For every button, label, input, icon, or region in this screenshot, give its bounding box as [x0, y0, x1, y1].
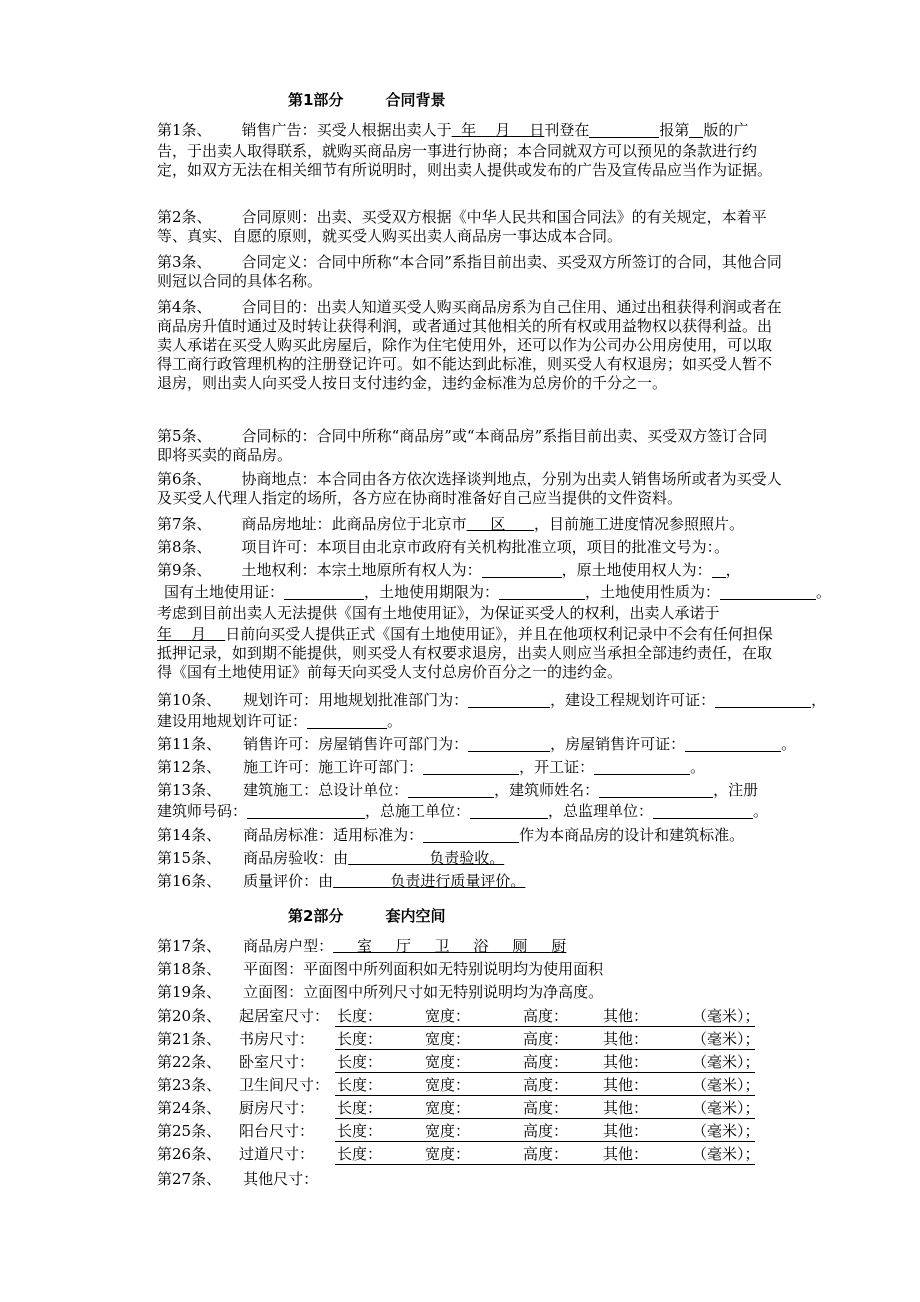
article-number: 第14条、 [157, 826, 222, 844]
article-label: 合同目的： [241, 298, 317, 316]
dimension-width: 宽度： [425, 1145, 471, 1163]
article-text: 本宗土地原所有权人为： [316, 561, 482, 579]
dimension-length: 长度： [337, 1145, 383, 1163]
construction-dept-blank [423, 759, 519, 775]
dimension-length: 长度： [337, 1122, 383, 1140]
article-text: 。 [781, 735, 797, 753]
newspaper-blank [589, 122, 659, 138]
part2-title: 套内空间 [385, 907, 446, 925]
article-label: 施工许可： [243, 758, 319, 776]
part2-heading [288, 905, 445, 926]
article-label: 过道尺寸： [239, 1145, 315, 1163]
article-text: 版的广 [703, 121, 749, 139]
dimension-row [157, 1144, 760, 1165]
room-text: 卫 [434, 937, 450, 955]
dimension-fields [335, 1029, 760, 1050]
article-text: ，目前施工进度情况参照照片。 [534, 515, 745, 533]
article-text: 日前向买受人提供正式《国有土地使用证》，并且在他项权利记录中不会有任何担保抵押记录，如到期不能提供，则买受人有权要求退房，出卖人则应当承担全部违约责任，在取得《国有土地使用证》前每天向买受人支付总房价百分之一的违约金。 [157, 625, 773, 681]
article-number: 第4条、 [157, 298, 212, 316]
dimension-height: 高度： [523, 1099, 569, 1117]
article-8 [157, 538, 729, 557]
room-text: 厨 [551, 937, 567, 955]
dimension-row [157, 1098, 760, 1119]
part1-heading [288, 89, 445, 110]
article-11 [157, 735, 796, 754]
article-17 [157, 937, 566, 956]
article-text: 合同中所称“本合同”系指目前出卖、买受双方所签订的合同，其他合同则冠以合同的具体名称。 [157, 253, 782, 290]
dimension-width: 宽度： [425, 1007, 471, 1025]
article-label: 合同原则： [241, 208, 317, 226]
article-number: 第2条、 [157, 208, 212, 226]
design-unit-blank [408, 782, 494, 798]
acceptance-blank [348, 849, 504, 867]
article-10-line-1 [157, 691, 826, 710]
article-text: 用地规划批准部门为： [318, 691, 469, 709]
dimension-row [157, 1075, 760, 1096]
article-9-line-1 [157, 561, 741, 580]
article-label: 卫生间尺寸： [239, 1076, 330, 1094]
article-text: 平面图中所列面积如无特别说明均为使用面积 [303, 960, 604, 978]
year-text: 年 [461, 121, 477, 139]
article-number: 第6条、 [157, 470, 212, 488]
article-1-line-1 [157, 121, 748, 140]
article-text: 由 [333, 849, 349, 867]
original-owner-blank [482, 562, 562, 578]
article-label: 卧室尺寸： [239, 1053, 315, 1071]
dimension-unit: （毫米）； [692, 1099, 760, 1117]
article-label: 商品房地址： [241, 515, 332, 533]
article-text: 此商品房位于北京市 [331, 515, 467, 533]
contractor-blank [470, 803, 548, 819]
dimension-other: 其他： [603, 1145, 649, 1163]
article-text: 国有土地使用证： [164, 583, 285, 601]
article-27 [157, 1170, 318, 1189]
article-3 [157, 253, 782, 291]
article-number: 第23条、 [157, 1076, 222, 1094]
dimension-height: 高度： [523, 1076, 569, 1094]
quality-blank [333, 872, 525, 890]
article-text: 负责进行质量评价。 [390, 872, 526, 890]
article-text: 报第 [659, 121, 690, 139]
land-term-blank [499, 584, 585, 600]
date-blank [452, 121, 545, 139]
dimension-length: 长度： [337, 1099, 383, 1117]
article-label: 质量评价： [243, 872, 319, 890]
article-text: ，建筑师姓名： [494, 781, 600, 799]
article-number: 第25条、 [157, 1122, 222, 1140]
article-label: 项目许可： [241, 538, 317, 556]
sales-dept-blank [468, 736, 550, 752]
article-1-cont: 告，于出卖人取得联系，就购买商品房一事进行协商；本合同就双方可以预见的条款进行约定，如双方无法在相关细节有所说明时，则出卖人提供或发布的广告及宣传品应当作为证据。 [157, 142, 773, 179]
article-number: 第17条、 [157, 937, 222, 955]
article-number: 第12条、 [157, 758, 222, 776]
article-number: 第24条、 [157, 1099, 222, 1117]
dimension-other: 其他： [603, 1076, 649, 1094]
article-text: ，建设工程规划许可证： [550, 691, 716, 709]
article-13-line-2 [157, 802, 768, 821]
article-text: 。 [816, 583, 832, 601]
article-number: 第3条、 [157, 253, 212, 271]
dimension-height: 高度： [523, 1145, 569, 1163]
article-text: 本合同由各方依次选择谈判地点，分别为出卖人销售场所或者为买受人及买受人代理人指定的场所，各方应在协商时准备好自己应当提供的文件资料。 [157, 470, 782, 507]
room-type-blank [333, 937, 566, 955]
article-number: 第22条、 [157, 1053, 222, 1071]
planning-dept-blank [468, 692, 550, 708]
dimension-other: 其他： [603, 1030, 649, 1048]
article-label: 土地权利： [241, 561, 317, 579]
article-label: 销售广告： [241, 121, 317, 139]
article-number: 第11条、 [157, 735, 222, 753]
dimension-row [157, 1052, 760, 1073]
article-19 [157, 983, 603, 1002]
dimension-width: 宽度： [425, 1099, 471, 1117]
dimension-row [157, 1006, 760, 1027]
month-text: 月 [495, 121, 511, 139]
room-text: 室 [356, 937, 372, 955]
article-13-line-1 [157, 781, 758, 800]
article-text: 立面图中所列尺寸如无特别说明均为净高度。 [303, 983, 604, 1001]
article-number: 第18条、 [157, 960, 222, 978]
article-number: 第15条、 [157, 849, 222, 867]
dimension-unit: （毫米）； [692, 1007, 760, 1025]
dimension-height: 高度： [523, 1122, 569, 1140]
dimension-length: 长度： [337, 1076, 383, 1094]
architect-name-blank [599, 782, 713, 798]
dimension-width: 宽度： [425, 1053, 471, 1071]
part1-title: 合同背景 [385, 91, 446, 109]
room-text: 厕 [512, 937, 528, 955]
dimension-fields [335, 1098, 760, 1119]
start-cert-blank [594, 759, 690, 775]
dimension-unit: （毫米）； [692, 1076, 760, 1094]
article-label: 立面图： [243, 983, 304, 1001]
article-label: 阳台尺寸： [239, 1122, 315, 1140]
article-9-line-2 [164, 583, 831, 602]
article-6 [157, 470, 782, 508]
article-text: 负责验收。 [429, 849, 505, 867]
land-use-blank [720, 584, 816, 600]
article-text: ，原土地使用权人为： [561, 561, 712, 579]
district-blank [467, 515, 534, 533]
article-text: 施工许可部门： [318, 758, 424, 776]
article-text: ，开工证： [519, 758, 595, 776]
building-permit-blank [715, 692, 811, 708]
dimension-height: 高度： [523, 1007, 569, 1025]
article-label: 平面图： [243, 960, 304, 978]
article-16 [157, 872, 525, 891]
article-number: 第20条、 [157, 1007, 222, 1025]
dimension-unit: （毫米）； [692, 1122, 760, 1140]
article-text: 建筑师号码： [157, 802, 248, 820]
standard-blank [423, 827, 519, 843]
article-number: 第9条、 [157, 561, 212, 579]
article-number: 第27条、 [157, 1170, 222, 1188]
article-text: ，房屋销售许可证： [550, 735, 686, 753]
article-text: 房屋销售许可部门为： [318, 735, 469, 753]
article-label: 建筑施工： [243, 781, 319, 799]
dimension-width: 宽度： [425, 1122, 471, 1140]
dimension-unit: （毫米）； [692, 1053, 760, 1071]
article-text: ，总施工单位： [365, 802, 471, 820]
article-label: 其他尺寸： [243, 1170, 319, 1188]
article-label: 商品房标准： [243, 826, 334, 844]
land-cert-blank [284, 584, 364, 600]
dimension-fields [335, 1075, 760, 1096]
dimension-other: 其他： [603, 1122, 649, 1140]
article-text: ， [725, 561, 741, 579]
article-text: ，土地使用期限为： [364, 583, 500, 601]
article-number: 第5条、 [157, 427, 212, 445]
article-number: 第13条、 [157, 781, 222, 799]
article-number: 第8条、 [157, 538, 212, 556]
article-text: 总设计单位： [318, 781, 409, 799]
article-number: 第1条、 [157, 121, 212, 139]
article-number: 第26条、 [157, 1145, 222, 1163]
year-text: 年 [157, 625, 173, 643]
article-2 [157, 208, 782, 246]
article-text: 。 [753, 802, 769, 820]
article-5 [157, 427, 782, 465]
article-label: 合同标的： [241, 427, 317, 445]
dimension-other: 其他： [603, 1053, 649, 1071]
dimension-fields [335, 1144, 760, 1165]
sales-permit-blank [685, 736, 781, 752]
part2-number: 第2部分 [288, 907, 344, 925]
article-9-line-3: 考虑到目前出卖人无法提供《国有土地使用证》，为保证买受人的权利，出卖人承诺于 [157, 604, 720, 622]
dimension-fields [335, 1052, 760, 1073]
dimension-width: 宽度： [425, 1076, 471, 1094]
day-text: 日 [529, 121, 545, 139]
article-text: 适用标准为： [333, 826, 424, 844]
dimension-length: 长度： [337, 1007, 383, 1025]
article-label: 起居室尺寸： [239, 1007, 330, 1025]
dimension-other: 其他： [603, 1007, 649, 1025]
article-text: 建设用地规划许可证： [157, 712, 308, 730]
dimension-unit: （毫米）； [692, 1030, 760, 1048]
article-number: 第7条、 [157, 515, 212, 533]
dimension-other: 其他： [603, 1099, 649, 1117]
dimension-height: 高度： [523, 1030, 569, 1048]
original-user-blank [712, 562, 726, 578]
article-15 [157, 849, 504, 868]
article-label: 合同定义： [241, 253, 317, 271]
article-number: 第21条、 [157, 1030, 222, 1048]
article-label: 销售许可： [243, 735, 319, 753]
part1-number: 第1部分 [288, 91, 344, 109]
dimension-fields [335, 1121, 760, 1142]
article-text: 。 [387, 712, 403, 730]
article-12 [157, 758, 705, 777]
article-text: ，注册 [713, 781, 759, 799]
article-text: 本项目由北京市政府有关机构批准立项，项目的批准文号为：。 [316, 538, 730, 556]
article-text: 合同中所称“商品房”或“本商品房”系指目前出卖、买受双方签订合同即将买卖的商品房。 [157, 427, 768, 464]
article-label: 商品房验收： [243, 849, 334, 867]
article-label: 协商地点： [241, 470, 317, 488]
article-text: ， [811, 691, 827, 709]
article-text: 。 [690, 758, 706, 776]
article-10-line-2 [157, 712, 402, 731]
article-label: 厨房尺寸： [239, 1099, 315, 1117]
district-text: 区 [490, 515, 506, 533]
article-text: ，总监理单位： [548, 802, 654, 820]
article-9-line-4 [157, 625, 782, 682]
article-18 [157, 960, 603, 979]
dimension-length: 长度： [337, 1053, 383, 1071]
article-text: 作为本商品房的设计和建筑标准。 [519, 826, 745, 844]
supervisor-blank [653, 803, 753, 819]
article-text: ，土地使用性质为： [585, 583, 721, 601]
dimension-unit: （毫米）； [692, 1145, 760, 1163]
article-text: 刊登在 [544, 121, 590, 139]
room-text: 浴 [473, 937, 489, 955]
dimension-height: 高度： [523, 1053, 569, 1071]
article-4 [157, 298, 782, 393]
dimension-length: 长度： [337, 1030, 383, 1048]
article-number: 第10条、 [157, 691, 222, 709]
article-text: 由 [318, 872, 334, 890]
article-label: 商品房户型： [243, 937, 334, 955]
land-planning-permit-blank [307, 713, 387, 729]
article-14 [157, 826, 744, 845]
article-text: 出卖、买受双方根据《中华人民共和国合同法》的有关规定，本着平等、真实、自愿的原则，就买受人购买出卖人商品房一事达成本合同。 [157, 208, 767, 245]
article-text: 买受人根据出卖人于 [316, 121, 452, 139]
article-number: 第19条、 [157, 983, 222, 1001]
article-label: 规划许可： [243, 691, 319, 709]
room-text: 厅 [395, 937, 411, 955]
deadline-date-blank [157, 625, 225, 643]
article-7 [157, 515, 744, 534]
article-text: 出卖人知道买受人购买商品房系为自己住用、通过出租获得利润或者在商品房升值时通过及时转让获得利润，或者通过其他相关的所有权或用益物权以获得利益。出卖人承诺在买受人购买此房屋后，除作为住宅使用外，还可以作为公司办公用房使用，可以取得工商行政管理机构的注册登记许可。如不能达到此标准，则买受人有权退房；如买受人暂不退房，则出卖人向买受人按日支付违约金，违约金标准为总房价的千分之一。 [157, 298, 782, 392]
dimension-width: 宽度： [425, 1030, 471, 1048]
month-text: 月 [191, 625, 207, 643]
article-label: 书房尺寸： [239, 1030, 315, 1048]
dimension-row [157, 1029, 760, 1050]
edition-blank [689, 122, 703, 138]
architect-number-blank [247, 803, 365, 819]
article-number: 第16条、 [157, 872, 222, 890]
dimension-row [157, 1121, 760, 1142]
dimension-fields [335, 1006, 760, 1027]
